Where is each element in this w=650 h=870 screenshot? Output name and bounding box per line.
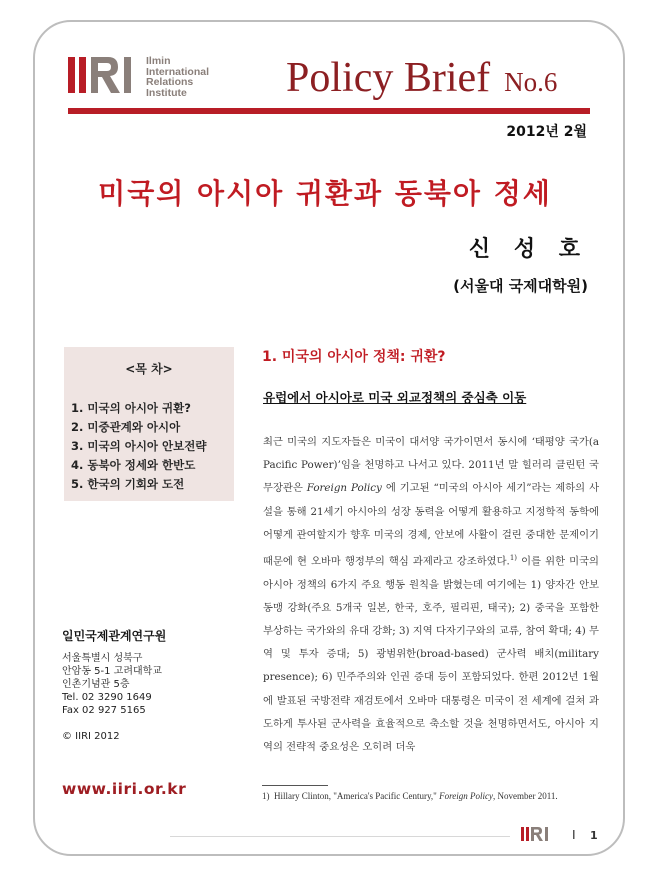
logo-wordmark: [146, 56, 209, 98]
footnote-mark: 1): [262, 791, 270, 801]
logo-line: International: [146, 65, 210, 78]
iiri-logo-mark: [68, 56, 140, 94]
logo-line: Institute: [146, 86, 187, 99]
footnote-body: , November 2011.: [493, 791, 558, 801]
footer-rule: [170, 836, 510, 837]
author-name: 신 성 호: [468, 237, 588, 262]
issue-number: No.6: [504, 67, 558, 97]
address-line: 서울특별시 성북구: [62, 653, 143, 664]
policy-brief-title: [286, 55, 557, 105]
body-text: 에 기고된 “미국의 아시아 세기”라는 제하의 사설을 통해 21세기 아시아의 성장 동력을 어떻게 활용하고 지정학적 동학에 어떻게 관여할지가 향후 미국의 경제, 안보에 사활이 걸린 중대한 문제이기 때문에 현 오바마 행정부의 핵심 과제라고 강조하였다.: [263, 482, 600, 568]
body-text: 최근 미국의 지도자들은 미국이 대서양 국가이면서 동시에 ‘태평양 국가(a Pacific Power)’임을 천명하고 나서고 있다. 2011년 말 힐러리 클린턴 국무장관은: [263, 436, 599, 495]
address-line: 인촌기념관 5층: [62, 679, 130, 690]
body-paragraph: [263, 431, 599, 759]
page-number: 1: [590, 829, 598, 842]
address-line: 안암동 5-1 고려대학교: [62, 666, 162, 677]
logo-line: Ilmin: [146, 55, 171, 67]
footer-iiri-logo: [521, 826, 583, 842]
footnote-text: [262, 790, 604, 802]
toc-item: 4. 동북아 정세와 한반도: [71, 458, 196, 472]
document-title: 미국의 아시아 귀환과 동북아 정세: [98, 177, 552, 210]
brand-name: Policy Brief: [286, 55, 491, 101]
body-text: 이를 위한 미국의 아시아 정책의 6가지 주요 행동 원칙을 밝혔는데 여기에는 1) 양자간 안보 동맹 강화(주요 5개국 일본, 한국, 호주, 필리핀, 태국); 2) 중국을 포함한 부상하는 국가와의 유대 강화; 3) 지역 다자기구와의 교류, 참여 확대; 4) 무역 및 투자 증대; 5) 광범위한(broad-based) 군사력 배치(military presence); 6) 민주주의와 인권 증대 등이 포함되었다. 한편 2012년 1월에 발표된 국방전략 재검토에서 오바마 대통령은 미국이 전 세계에 걸쳐 과도하게 투사된 군사력을 효율적으로 축소할 것을 천명하면서도, 아시아 지역의 전략적 중요성은 오히려 더욱: [263, 555, 599, 754]
footnote-reference[interactable]: 1): [509, 554, 518, 563]
institute-info: [62, 627, 166, 742]
toc-list: [71, 399, 206, 494]
section-subheading: 유럽에서 아시아로 미국 외교정책의 중심축 이동: [263, 390, 527, 405]
fax: Fax 02 927 5165: [62, 705, 146, 716]
website-link[interactable]: www.iiri.or.kr: [62, 780, 187, 798]
publication-date: 2012년 2월: [506, 124, 587, 140]
toc-item: 5. 한국의 기회와 도전: [71, 477, 185, 491]
author-affiliation: (서울대 국제대학원): [453, 277, 588, 295]
section-heading: 1. 미국의 아시아 정책: 귀환?: [262, 349, 446, 365]
footnote: [262, 790, 604, 802]
telephone: Tel. 02 3290 1649: [62, 692, 152, 703]
toc-item: 3. 미국의 아시아 안보전략: [71, 439, 207, 453]
footnote-italic: Foreign Policy: [439, 791, 494, 801]
footnote-divider: [262, 785, 328, 786]
body-italic: Foreign Policy: [306, 482, 382, 495]
table-of-contents: [64, 347, 234, 501]
institute-name: 일민국제관계연구원: [62, 629, 167, 643]
header-rule: [68, 108, 590, 114]
copyright: © IIRI 2012: [62, 731, 120, 742]
toc-item: 2. 미중관계와 아시아: [71, 420, 181, 434]
logo-line: Relations: [146, 76, 194, 88]
footnote-body: Hillary Clinton, "America's Pacific Century,": [274, 791, 440, 801]
toc-heading: <목 차>: [125, 362, 173, 376]
toc-item: 1. 미국의 아시아 귀환?: [71, 401, 191, 415]
